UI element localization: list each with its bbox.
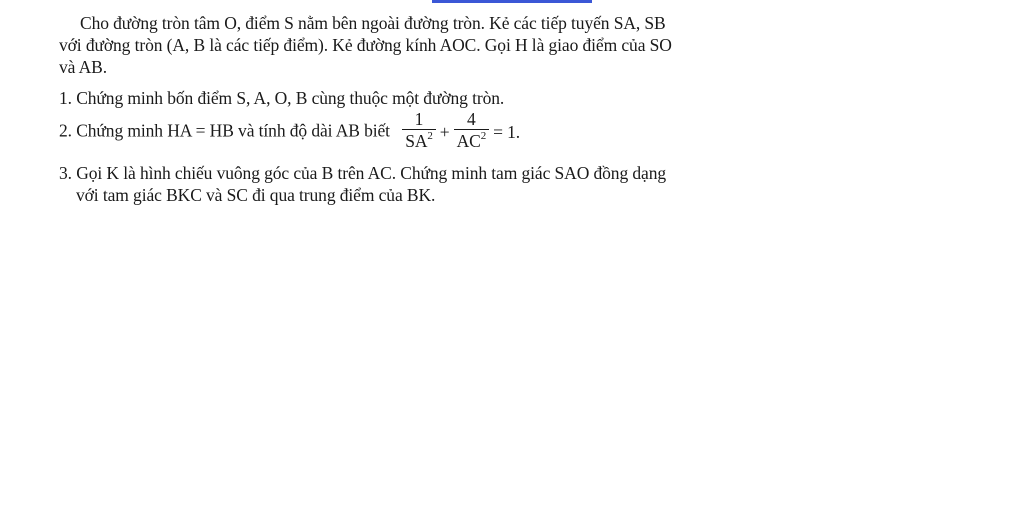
fraction-2-denominator: $AC^2$ — [456, 130, 487, 152]
question-3-line-1: 3. Gọi K là hình chiếu vuông góc của B trên AC. Chứng minh tam giác SAO đồng dạng — [59, 163, 666, 183]
question-2 — [59, 111, 779, 161]
statement-line-2: với đường tròn (A, B là các tiếp điểm). Kẻ đường kính AOC. Gọi H là giao điểm của SO — [59, 35, 672, 55]
fraction-1-numerator: 1 — [414, 109, 424, 129]
top-accent-bar — [432, 0, 592, 3]
fraction-1-denominator: $SA^2$ — [405, 130, 433, 152]
problem-statement — [59, 12, 759, 78]
fraction-1 — [402, 109, 436, 152]
fraction-2-numerator: 4 — [467, 109, 476, 129]
top-edge — [0, 0, 1024, 3]
fraction-2 — [454, 109, 490, 152]
fraction-1-exponent: 2 — [427, 130, 433, 143]
condition-formula — [400, 109, 522, 152]
plus-sign: + — [439, 121, 450, 142]
equals-one: = 1. — [493, 121, 521, 142]
question-1-text: 1. Chứng minh bốn điểm S, A, O, B cùng thuộc một đường tròn. — [59, 88, 505, 108]
question-2-text: 2. Chứng minh HA = HB và tính độ dài AB biết — [59, 120, 390, 141]
statement-line-1: Cho đường tròn tâm O, điểm S nằm bên ngoài đường tròn. Kẻ các tiếp tuyến SA, SB — [80, 13, 666, 33]
question-3-line-2: với tam giác BKC và SC đi qua trung điểm của BK. — [76, 185, 436, 205]
question-3 — [59, 162, 779, 206]
statement-line-3: và AB. — [59, 57, 108, 77]
fraction-2-exponent: 2 — [480, 130, 487, 143]
question-1 — [59, 87, 779, 109]
